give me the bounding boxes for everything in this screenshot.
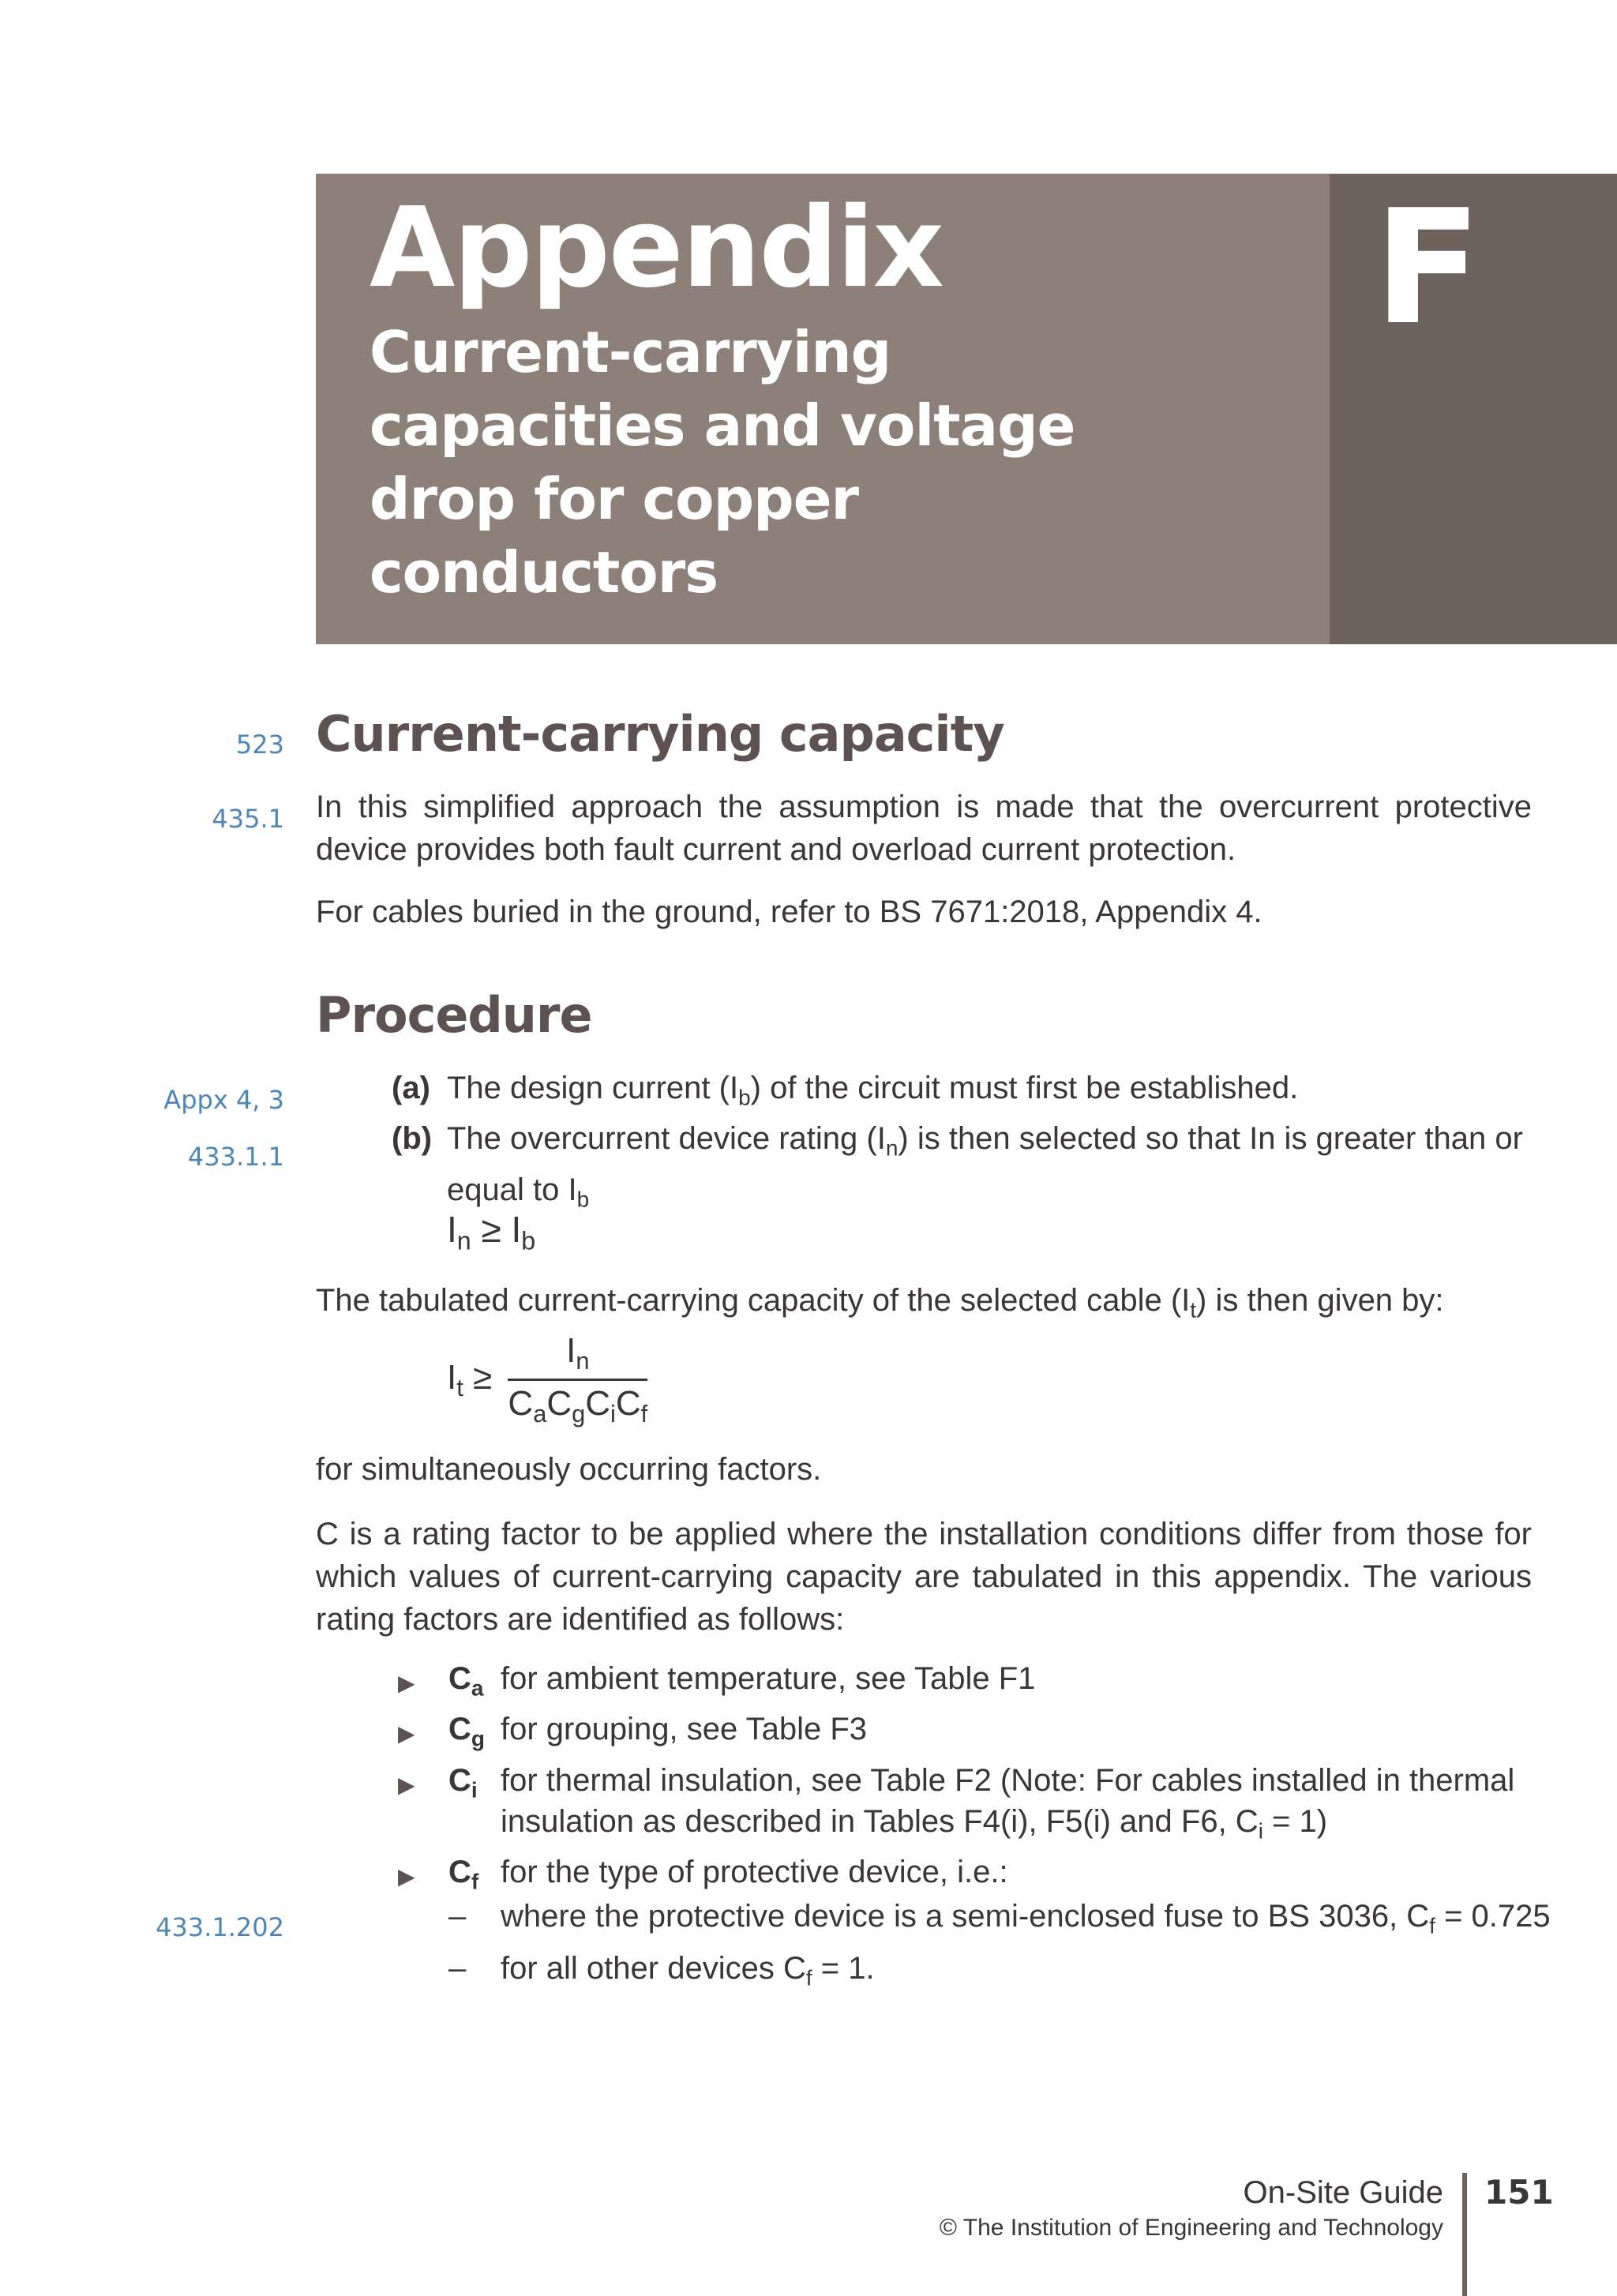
den-sub: a xyxy=(533,1400,547,1428)
appendix-heading: Appendix xyxy=(370,184,943,313)
formula1-rhs: I xyxy=(511,1209,522,1250)
factor-symbol-sub: a xyxy=(471,1675,484,1701)
procedure-a-text: The design current (I xyxy=(447,1071,739,1105)
triangle-right-icon: ▶ xyxy=(398,1772,415,1797)
den-sub: f xyxy=(640,1400,648,1428)
device-text: where the protective device is a semi-enclosed fuse to BS 3036, C xyxy=(501,1899,1430,1934)
footer-guide-title: On-Site Guide xyxy=(1243,2175,1443,2210)
appendix-subtitle xyxy=(370,316,1080,610)
formula1-lhs: I xyxy=(447,1209,457,1250)
den-c: C xyxy=(508,1384,534,1424)
factor-symbol: C xyxy=(448,1855,471,1890)
device-text-end: = 1. xyxy=(812,1951,875,1986)
formula2-lhs-sub: t xyxy=(456,1373,463,1401)
formula1-lhs-sub: n xyxy=(456,1226,471,1255)
den-c: C xyxy=(546,1384,572,1424)
den-c: C xyxy=(585,1384,611,1424)
procedure-a-text-end: ) of the circuit must first be established. xyxy=(750,1071,1299,1105)
triangle-right-icon: ▶ xyxy=(398,1721,415,1746)
device-text-end: = 0.725 xyxy=(1435,1899,1551,1934)
intro-paragraph: In this simplified approach the assumption is made that the overcurrent protective device provides both fault current and overload current protection. xyxy=(316,790,1532,867)
procedure-b-text: The overcurrent device rating (I xyxy=(447,1121,886,1157)
margin-ref-433-1-202: 433.1.202 xyxy=(156,1912,284,1942)
factor-symbol: C xyxy=(448,1661,471,1696)
procedure-tag-a: (a) xyxy=(392,1071,430,1105)
device-list xyxy=(448,1895,1554,2000)
margin-ref-523: 523 xyxy=(235,730,284,760)
formula2-lhs: I xyxy=(447,1357,457,1397)
procedure-item-b xyxy=(392,1118,1544,1220)
simultaneous-paragraph: for simultaneously occurring factors. xyxy=(316,1452,822,1487)
triangle-right-icon: ▶ xyxy=(398,1864,415,1889)
formula-in-ge-ib xyxy=(447,1208,535,1256)
footer-divider xyxy=(1462,2173,1467,2296)
factor-item xyxy=(398,1760,1551,1851)
procedure-title: Procedure xyxy=(316,986,592,1044)
procedure-item-a xyxy=(392,1067,1544,1118)
factor-item xyxy=(398,1709,1551,1759)
factor-text: for grouping, see Table F3 xyxy=(501,1712,868,1747)
device-item xyxy=(448,1895,1554,1947)
procedure-list xyxy=(392,1067,1544,1220)
procedure-b-sub: n xyxy=(885,1135,899,1161)
formula2-fraction xyxy=(508,1331,647,1428)
formula1-op: ≥ xyxy=(481,1209,501,1250)
formula1-rhs-sub: b xyxy=(521,1226,536,1255)
den-sub: i xyxy=(610,1400,616,1428)
margin-ref-433-1-1: 433.1.1 xyxy=(187,1142,284,1172)
procedure-b-sub2: b xyxy=(576,1187,590,1212)
section-title: Current-carrying capacity xyxy=(316,705,1004,763)
factor-symbol-sub: g xyxy=(471,1726,485,1751)
factor-symbol: C xyxy=(448,1762,471,1798)
subtitle-line: drop for copper xyxy=(370,466,859,532)
device-item xyxy=(448,1947,1554,1999)
formula2-num-sub: n xyxy=(576,1347,590,1375)
device-text-sub: f xyxy=(805,1965,812,1990)
dash-marker: – xyxy=(448,1951,467,1986)
den-sub: g xyxy=(572,1400,586,1428)
formula2-num: I xyxy=(566,1331,576,1370)
factor-symbol-sub: f xyxy=(471,1869,479,1894)
margin-ref-appx-4-3: Appx 4, 3 xyxy=(163,1085,284,1115)
formula-it-ratio xyxy=(447,1331,647,1428)
factor-text: for the type of protective device, i.e.: xyxy=(501,1855,1008,1890)
subtitle-line: Current-carrying xyxy=(370,319,891,385)
footer-copyright: © The Institution of Engineering and Technology xyxy=(939,2215,1443,2241)
procedure-b-text-mid: ) is then selected so that In is greater than or equal to I xyxy=(447,1121,1523,1207)
procedure-a-sub: b xyxy=(738,1085,751,1110)
factor-symbol: C xyxy=(448,1712,471,1747)
margin-ref-435-1: 435.1 xyxy=(212,804,284,834)
factor-text: for thermal insulation, see Table F2 (Note: For cables installed in thermal insulation as described in Tables F4(i), F5(i) and F6, C xyxy=(501,1762,1515,1839)
factor-symbol-sub: i xyxy=(471,1777,478,1803)
buried-cables-paragraph: For cables buried in the ground, refer to BS 7671:2018, Appendix 4. xyxy=(316,895,1262,929)
formula2-numerator xyxy=(508,1331,647,1381)
triangle-right-icon: ▶ xyxy=(398,1671,415,1695)
tabulated-text-end: ) is then given by: xyxy=(1196,1283,1444,1318)
factor-text-end: = 1) xyxy=(1262,1803,1328,1839)
factor-text-sub: i xyxy=(1258,1818,1263,1844)
tabulated-sub: t xyxy=(1190,1297,1197,1322)
tabulated-text: The tabulated current-carrying capacity of the selected cable (I xyxy=(316,1283,1191,1318)
rating-factor-list xyxy=(398,1658,1551,1903)
tabulated-paragraph xyxy=(316,1279,1532,1331)
formula2-op: ≥ xyxy=(473,1357,493,1397)
den-c: C xyxy=(615,1384,641,1424)
factor-item xyxy=(398,1658,1551,1709)
page-number: 151 xyxy=(1484,2173,1554,2212)
formula2-denominator xyxy=(508,1381,647,1428)
rating-factor-paragraph: C is a rating factor to be applied where the installation conditions differ from those for which values of current-carrying capacity are tabulated in this appendix. The various rating factors are identified as follows: xyxy=(316,1517,1532,1637)
appendix-letter: F xyxy=(1374,176,1482,360)
dash-marker: – xyxy=(448,1899,467,1934)
subtitle-line: conductors xyxy=(370,539,718,606)
procedure-tag-b: (b) xyxy=(392,1121,433,1157)
subtitle-line: capacities and voltage xyxy=(370,392,1075,459)
device-text-sub: f xyxy=(1429,1913,1435,1938)
factor-text: for ambient temperature, see Table F1 xyxy=(501,1661,1036,1696)
device-text: for all other devices C xyxy=(501,1951,806,1986)
